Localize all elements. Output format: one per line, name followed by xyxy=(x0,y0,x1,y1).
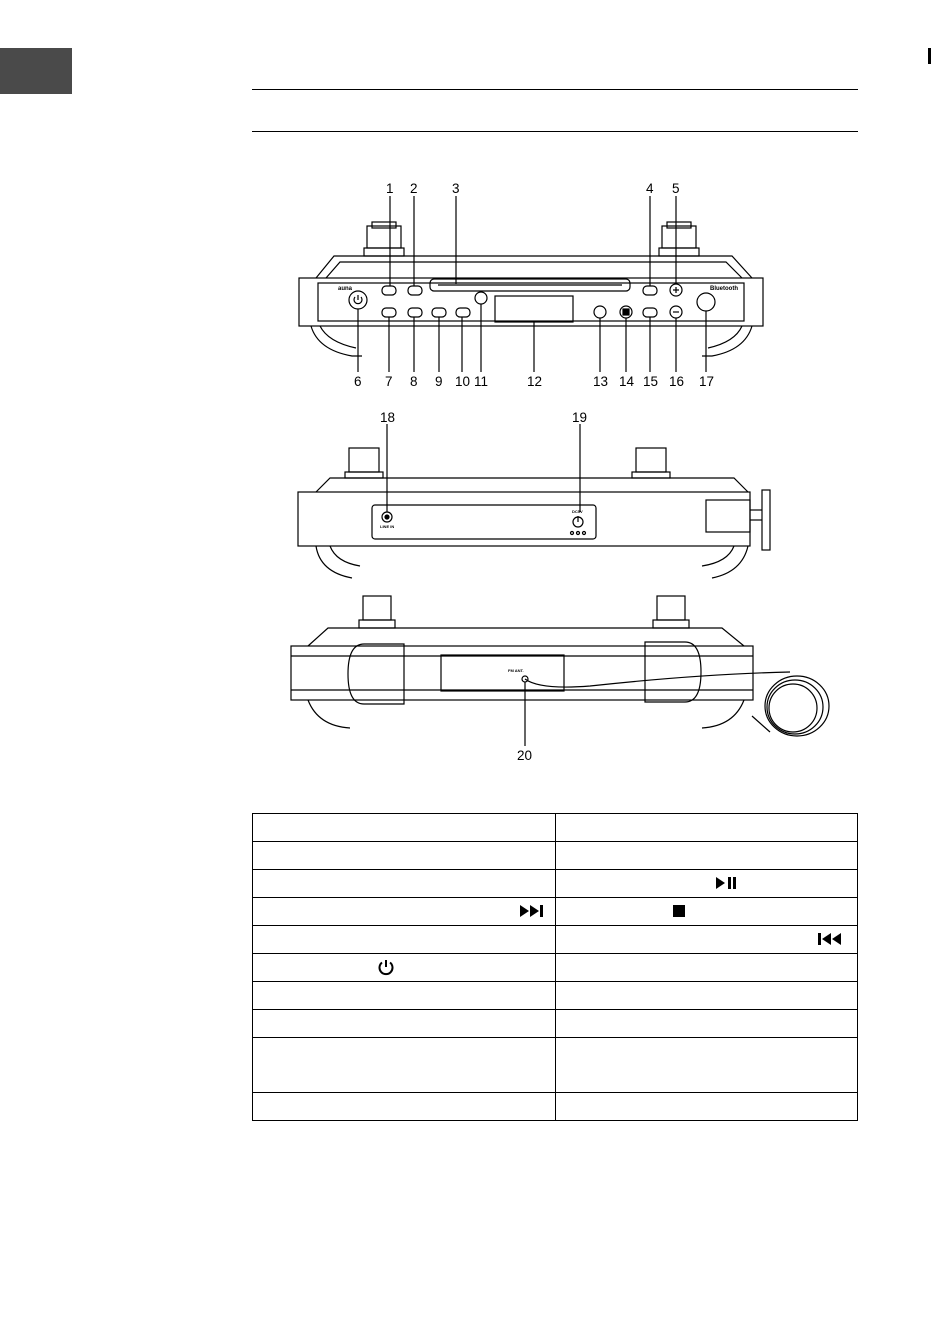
power-icon xyxy=(377,958,395,976)
table-cell-left xyxy=(253,814,556,842)
callout-7: 7 xyxy=(385,374,393,389)
callout-13: 13 xyxy=(593,374,609,389)
callout-16: 16 xyxy=(669,374,685,389)
stop-icon xyxy=(671,903,687,919)
table-cell-right xyxy=(555,1093,858,1121)
callout-12: 12 xyxy=(527,374,543,389)
callout-4: 4 xyxy=(646,181,654,196)
front-view xyxy=(299,196,763,372)
callout-15: 15 xyxy=(643,374,659,389)
callout-6: 6 xyxy=(354,374,362,389)
antenna-label: FM ANT. xyxy=(508,668,524,673)
table-cell-left xyxy=(253,954,556,982)
table-cell-left xyxy=(253,1010,556,1038)
callout-11: 11 xyxy=(474,374,489,389)
bottom-view xyxy=(291,596,829,746)
callout-3: 3 xyxy=(452,181,460,196)
table-cell-left xyxy=(253,1093,556,1121)
bluetooth-label: Bluetooth xyxy=(710,286,738,292)
table-row xyxy=(253,926,858,954)
table-row xyxy=(253,982,858,1010)
table-cell-right xyxy=(555,1010,858,1038)
table-cell-right xyxy=(555,814,858,842)
callout-20: 20 xyxy=(517,748,533,763)
table-cell-left xyxy=(253,842,556,870)
parts-table xyxy=(252,813,858,1121)
callout-5: 5 xyxy=(672,181,680,196)
table-row xyxy=(253,814,858,842)
table-cell-right xyxy=(555,898,858,926)
previous-track-icon xyxy=(816,931,846,947)
brand-logo: auna xyxy=(338,286,353,292)
callout-19: 19 xyxy=(572,410,588,425)
table-cell-left xyxy=(253,982,556,1010)
play-pause-icon xyxy=(714,875,738,891)
table-row xyxy=(253,1093,858,1121)
callout-10: 10 xyxy=(455,374,471,389)
back-view xyxy=(298,424,770,578)
table-row xyxy=(253,842,858,870)
table-cell-left xyxy=(253,1038,556,1093)
table-cell-right xyxy=(555,1038,858,1093)
table-cell-right xyxy=(555,842,858,870)
callout-18: 18 xyxy=(380,410,396,425)
table-cell-right xyxy=(555,954,858,982)
table-row xyxy=(253,898,858,926)
next-track-icon xyxy=(519,903,547,919)
callout-17: 17 xyxy=(699,374,715,389)
callout-14: 14 xyxy=(619,374,635,389)
table-row xyxy=(253,870,858,898)
table-cell-left xyxy=(253,870,556,898)
table-cell-right xyxy=(555,926,858,954)
callout-9: 9 xyxy=(435,374,443,389)
table-cell-right xyxy=(555,982,858,1010)
table-cell-right xyxy=(555,870,858,898)
table-row xyxy=(253,954,858,982)
table-cell-left xyxy=(253,926,556,954)
callout-8: 8 xyxy=(410,374,418,389)
table-row xyxy=(253,1010,858,1038)
table-cell-left xyxy=(253,898,556,926)
line-in-label: LINE IN xyxy=(380,524,395,529)
table-row xyxy=(253,1038,858,1093)
callout-2: 2 xyxy=(410,181,418,196)
dc-label: DC5V xyxy=(572,509,583,514)
callout-1: 1 xyxy=(386,181,394,196)
